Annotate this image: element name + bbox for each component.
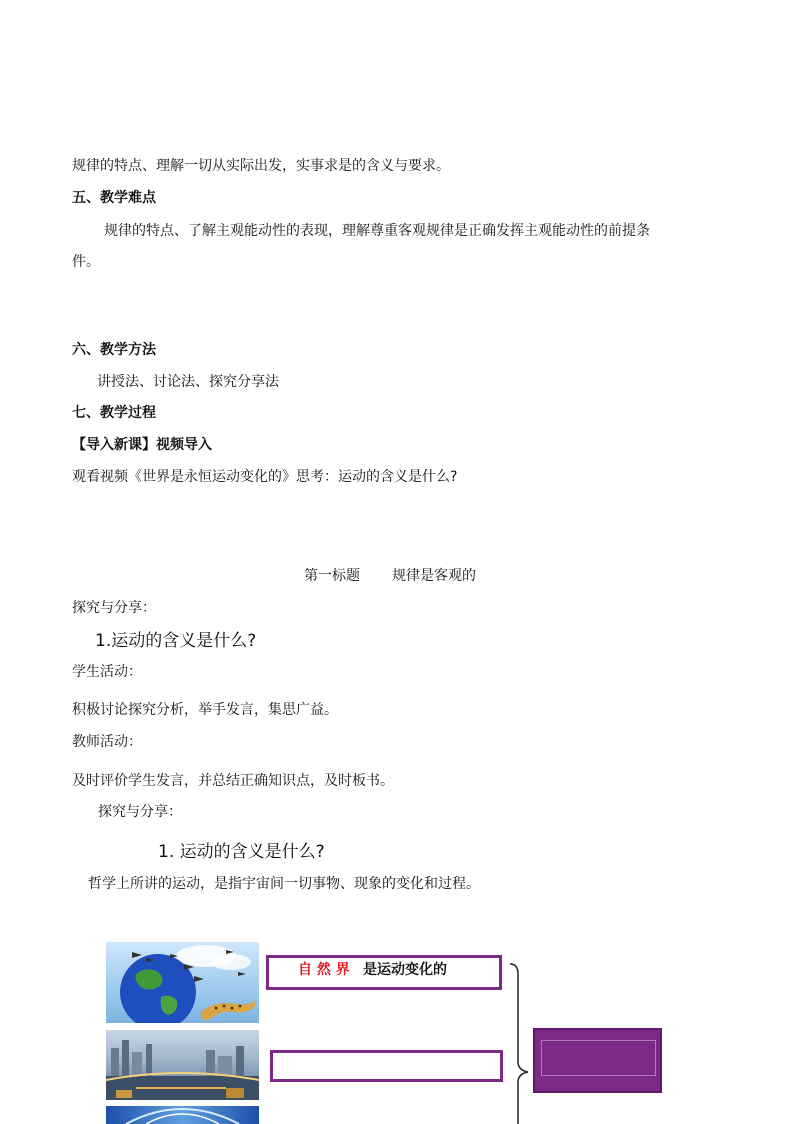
section-5-title: 五、教学难点 (72, 190, 156, 206)
section-6-title: 六、教学方法 (72, 342, 156, 358)
section-5-body-2: 件。 (72, 254, 100, 270)
motion-change-label: 是运动变化的 (363, 962, 447, 978)
section-6-body: 讲授法、讨论法、探究分享法 (97, 374, 279, 390)
curly-brace (508, 960, 532, 1124)
nature-label: 自 然 界 (298, 962, 350, 978)
earth-image (106, 942, 259, 1023)
intro-title: 【导入新课】视频导入 (72, 437, 212, 453)
section-5-body-1: 规律的特点、了解主观能动性的表现，理解尊重客观规律是正确发挥主观能动性的前提条 (104, 223, 650, 239)
explore-label-1: 探究与分享： (72, 600, 156, 616)
topic-heading-right: 规律是客观的 (392, 568, 476, 584)
question-1: 1.运动的含义是什么? (95, 631, 257, 651)
question-2: 1. 运动的含义是什么? (158, 842, 325, 862)
conclusion-box (533, 1028, 662, 1093)
network-image (106, 1106, 259, 1124)
explore-label-2: 探究与分享： (98, 804, 182, 820)
student-activity-body: 积极讨论探究分析，举手发言，集思广益。 (72, 702, 338, 718)
teacher-activity-body: 及时评价学生发言，并总结正确知识点，及时板书。 (72, 773, 394, 789)
topic-heading-left: 第一标题 (304, 568, 360, 584)
intro-body: 观看视频《世界是永恒运动变化的》思考：运动的含义是什么? (72, 469, 458, 485)
section-7-title: 七、教学过程 (72, 405, 156, 421)
teacher-activity-label: 教师活动： (72, 734, 142, 750)
line-1: 规律的特点、理解一切从实际出发，实事求是的含义与要求。 (72, 158, 450, 174)
city-image (106, 1030, 259, 1100)
motion-definition: 哲学上所讲的运动，是指宇宙间一切事物、现象的变化和过程。 (88, 876, 480, 892)
student-activity-label: 学生活动： (72, 664, 142, 680)
society-motion-box (270, 1050, 503, 1082)
